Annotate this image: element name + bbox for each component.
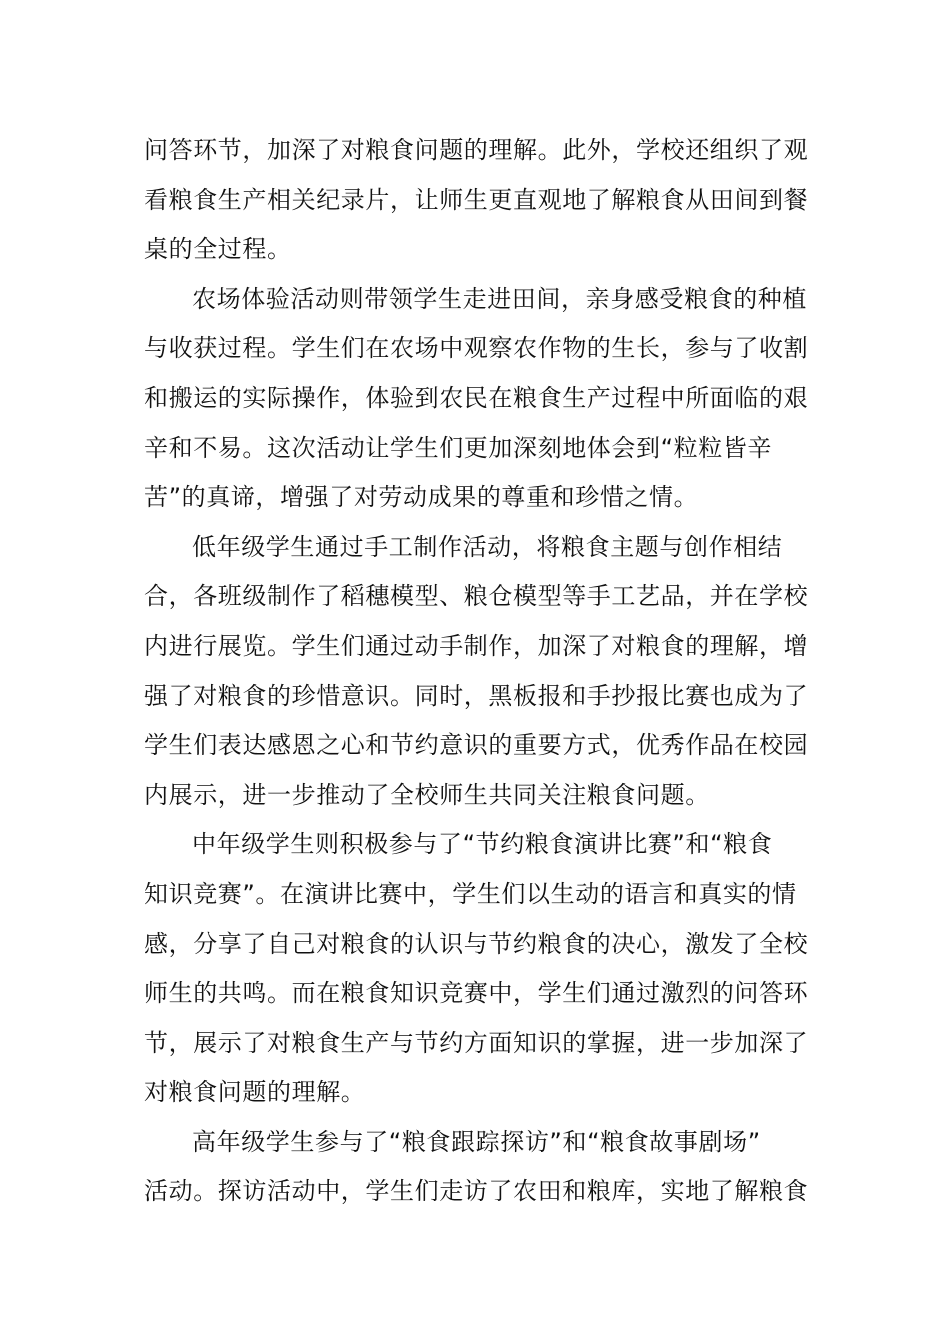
text-line: 知识竞赛”。在演讲比赛中，学生们以生动的语言和真实的情 — [144, 879, 797, 908]
text-line: 桌的全过程。 — [144, 235, 292, 264]
text-line: 和搬运的实际操作，体验到农民在粮食生产过程中所面临的艰 — [144, 383, 809, 412]
text-line: 节，展示了对粮食生产与节约方面知识的掌握，进一步加深了 — [144, 1028, 809, 1057]
text-line: 内进行展览。学生们通过动手制作，加深了对粮食的理解，增 — [144, 631, 809, 660]
body-text — [144, 126, 808, 1217]
text-line: 对粮食问题的理解。 — [144, 1078, 366, 1107]
text-line: 内展示，进一步推动了全校师生共同关注粮食问题。 — [144, 780, 710, 809]
text-line: 与收获过程。学生们在农场中观察农作物的生长，参与了收割 — [144, 334, 809, 363]
text-line: 活动。探访活动中，学生们走访了农田和粮库，实地了解粮食 — [144, 1177, 809, 1206]
text-line: 看粮食生产相关纪录片，让师生更直观地了解粮食从田间到餐 — [144, 185, 809, 214]
text-line: 学生们表达感恩之心和节约意识的重要方式，优秀作品在校园 — [144, 731, 809, 760]
paragraph-start-line: 中年级学生则积极参与了“节约粮食演讲比赛”和“粮食 — [192, 830, 773, 859]
text-line: 合，各班级制作了稻穗模型、粮仓模型等手工艺品，并在学校 — [144, 582, 809, 611]
text-line: 辛和不易。这次活动让学生们更加深刻地体会到“粒粒皆辛 — [144, 433, 773, 462]
paragraph-start-line: 高年级学生参与了“粮食跟踪探访”和“粮食故事剧场” — [192, 1127, 761, 1156]
text-line: 苦”的真谛，增强了对劳动成果的尊重和珍惜之情。 — [144, 483, 699, 512]
paragraph-start-line: 农场体验活动则带领学生走进田间，亲身感受粮食的种植 — [192, 284, 807, 313]
text-line: 师生的共鸣。而在粮食知识竞赛中，学生们通过激烈的问答环 — [144, 979, 809, 1008]
text-line: 强了对粮食的珍惜意识。同时，黑板报和手抄报比赛也成为了 — [144, 681, 809, 710]
paragraph-start-line: 低年级学生通过手工制作活动，将粮食主题与创作相结 — [192, 532, 783, 561]
text-line: 感，分享了自己对粮食的认识与节约粮食的决心，激发了全校 — [144, 929, 809, 958]
text-line: 问答环节，加深了对粮食问题的理解。此外，学校还组织了观 — [144, 136, 809, 164]
